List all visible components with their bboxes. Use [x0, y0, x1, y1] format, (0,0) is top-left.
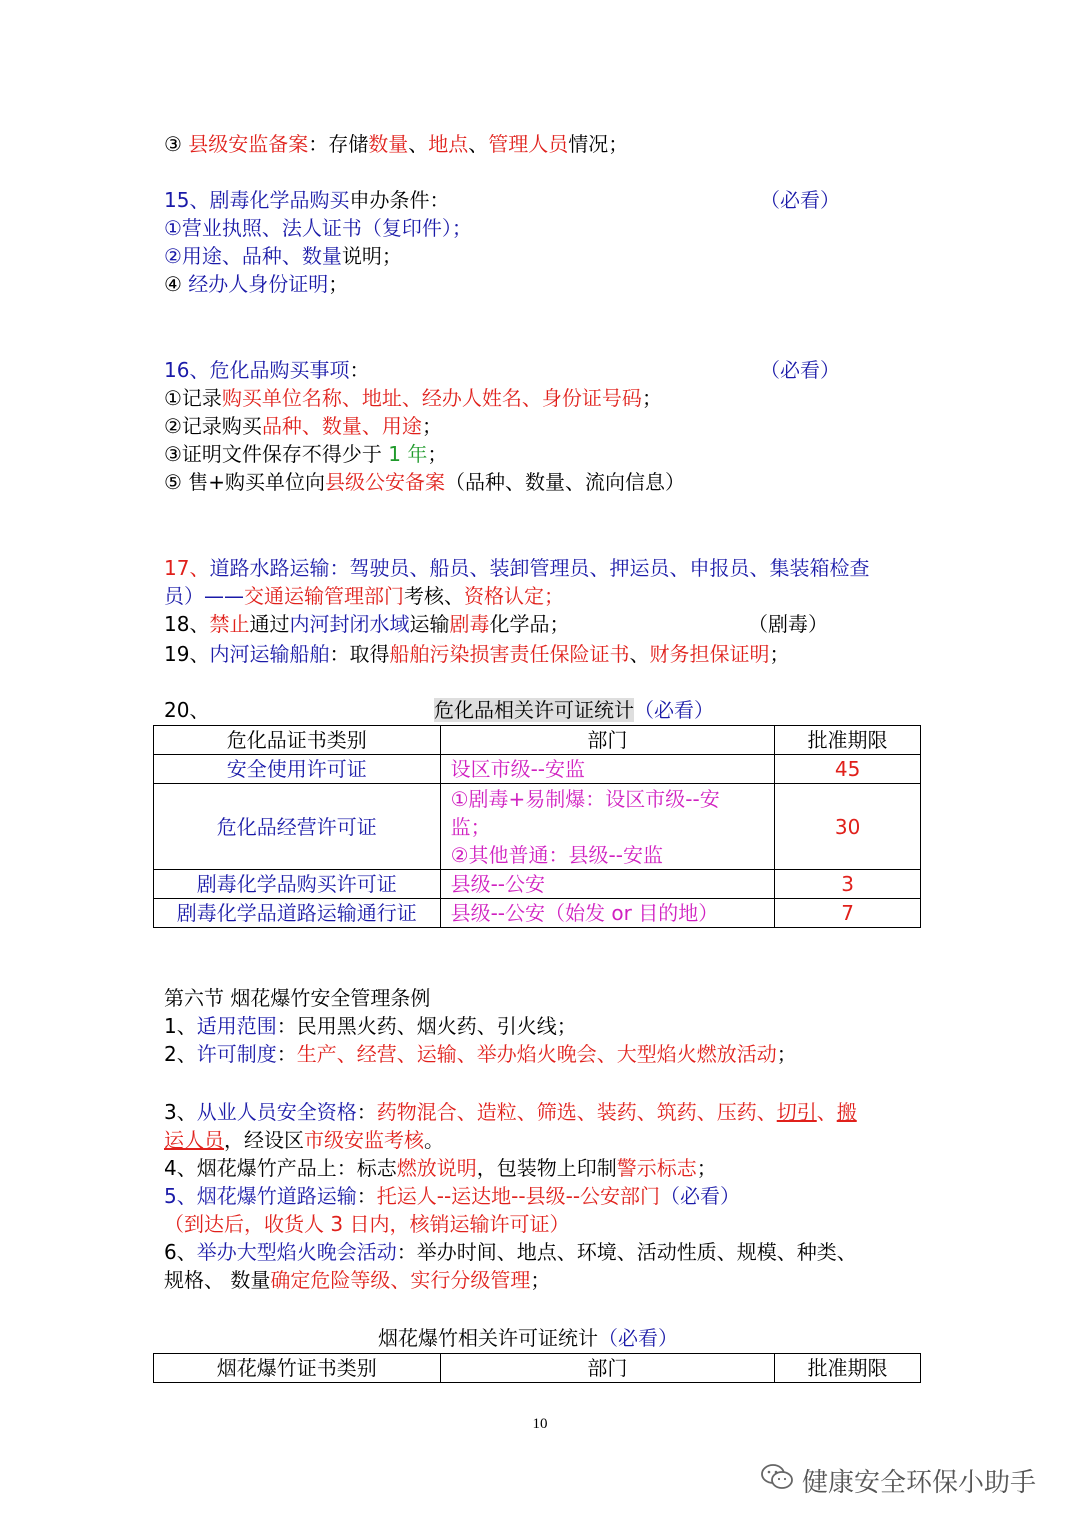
sec6-item-5-note: （到达后，收货人 3 日内，核销运输许可证） — [164, 1212, 570, 1236]
sec6-item-4: 4、烟花爆竹产品上：标志燃放说明，包装物上印制警示标志； — [164, 1156, 717, 1180]
sec6-item-6-line2: 规格、 数量确定危险等级、实行分级管理； — [164, 1268, 551, 1292]
section-16-title: 16、危化品购买事项： — [164, 358, 370, 382]
section-19: 19、内河运输船舶：取得船舶污染损害责任保险证书、财务担保证明； — [164, 642, 790, 666]
table-cell: 45 — [775, 755, 921, 784]
section-18: 18、禁止通过内河封闭水域运输剧毒化学品； — [164, 612, 570, 636]
table-header-row — [154, 726, 921, 755]
table-cell: 3 — [775, 870, 921, 899]
table-cell: 7 — [775, 899, 921, 928]
table-cell: 安全使用许可证 — [154, 755, 441, 784]
table-cell: 剧毒化学品购买许可证 — [154, 870, 441, 899]
table-header: 部门 — [440, 726, 775, 755]
section-17-line2: 员）——交通运输管理部门考核、资格认定； — [164, 584, 564, 608]
table-row — [154, 755, 921, 784]
wechat-icon — [760, 1463, 794, 1498]
must-read-tag: （必看） — [760, 188, 840, 212]
fireworks-license-table — [153, 1353, 921, 1383]
hazchem-license-table — [153, 725, 921, 928]
section-6-title: 第六节 烟花爆竹安全管理条例 — [164, 986, 431, 1010]
section-17-line1: 17、道路水路运输：驾驶员、船员、装卸管理员、押运员、申报员、集装箱检查 — [164, 556, 870, 580]
section-15-title: 15、剧毒化学品购买申办条件： — [164, 188, 450, 212]
table-header: 批准期限 — [775, 1354, 921, 1383]
table-row — [154, 784, 921, 870]
list-item: ②记录购买品种、数量、用途； — [164, 414, 442, 438]
table-cell: 30 — [775, 784, 921, 870]
table-row — [154, 899, 921, 928]
page-number: 10 — [532, 1416, 548, 1432]
line-county-filing: ③ 县级安监备案：存储数量、地点、管理人员情况； — [164, 132, 629, 156]
watermark-text: 健康安全环保小助手 — [802, 1468, 1037, 1498]
sec6-item-5: 5、烟花爆竹道路运输：托运人--运达地--县级--公安部门（必看） — [164, 1184, 741, 1208]
list-item: ⑤ 售+购买单位向县级公安备案（品种、数量、流向信息） — [164, 470, 686, 494]
table-cell: 危化品经营许可证 — [154, 784, 441, 870]
table-cell: 剧毒化学品道路运输通行证 — [154, 899, 441, 928]
table-cell: 设区市级--安监 — [440, 755, 775, 784]
table-header: 烟花爆竹证书类别 — [154, 1354, 441, 1383]
toxic-tag: （剧毒） — [748, 612, 828, 636]
list-item: ④ 经办人身份证明； — [164, 272, 349, 296]
sec6-item-1: 1、适用范围：民用黑火药、烟火药、引火线； — [164, 1014, 577, 1038]
table-header: 危化品证书类别 — [154, 726, 441, 755]
table-cell: 县级--公安（始发 or 目的地） — [440, 899, 775, 928]
table-title: 危化品相关许可证统计（必看） — [434, 698, 714, 722]
list-item: ①记录购买单位名称、地址、经办人姓名、身份证号码； — [164, 386, 662, 410]
sec6-item-3-line1: 3、从业人员安全资格：药物混合、造粒、筛选、装药、筑药、压药、切引、搬 — [164, 1100, 857, 1124]
list-item: ③证明文件保存不得少于 1 年； — [164, 442, 448, 466]
table-header: 批准期限 — [775, 726, 921, 755]
sec6-item-6-line1: 6、举办大型焰火晚会活动：举办时间、地点、环境、活动性质、规模、种类、 — [164, 1240, 857, 1264]
section-20-number: 20、 — [164, 698, 210, 722]
table-title: 烟花爆竹相关许可证统计（必看） — [378, 1326, 678, 1350]
must-read-tag: （必看） — [760, 358, 840, 382]
watermark — [760, 1462, 1036, 1499]
table-header: 部门 — [440, 1354, 775, 1383]
sec6-item-2: 2、许可制度：生产、经营、运输、举办焰火晚会、大型焰火燃放活动； — [164, 1042, 797, 1066]
table-row — [154, 870, 921, 899]
list-item: ②用途、品种、数量说明； — [164, 244, 402, 268]
table-cell: 县级--公安 — [440, 870, 775, 899]
table-header-row — [154, 1354, 921, 1383]
list-item: ①营业执照、法人证书（复印件）； — [164, 216, 472, 240]
table-cell: ①剧毒+易制爆：设区市级--安 监； ②其他普通：县级--安监 — [440, 784, 775, 870]
sec6-item-3-line2: 运人员，经设区市级安监考核。 — [164, 1128, 444, 1152]
